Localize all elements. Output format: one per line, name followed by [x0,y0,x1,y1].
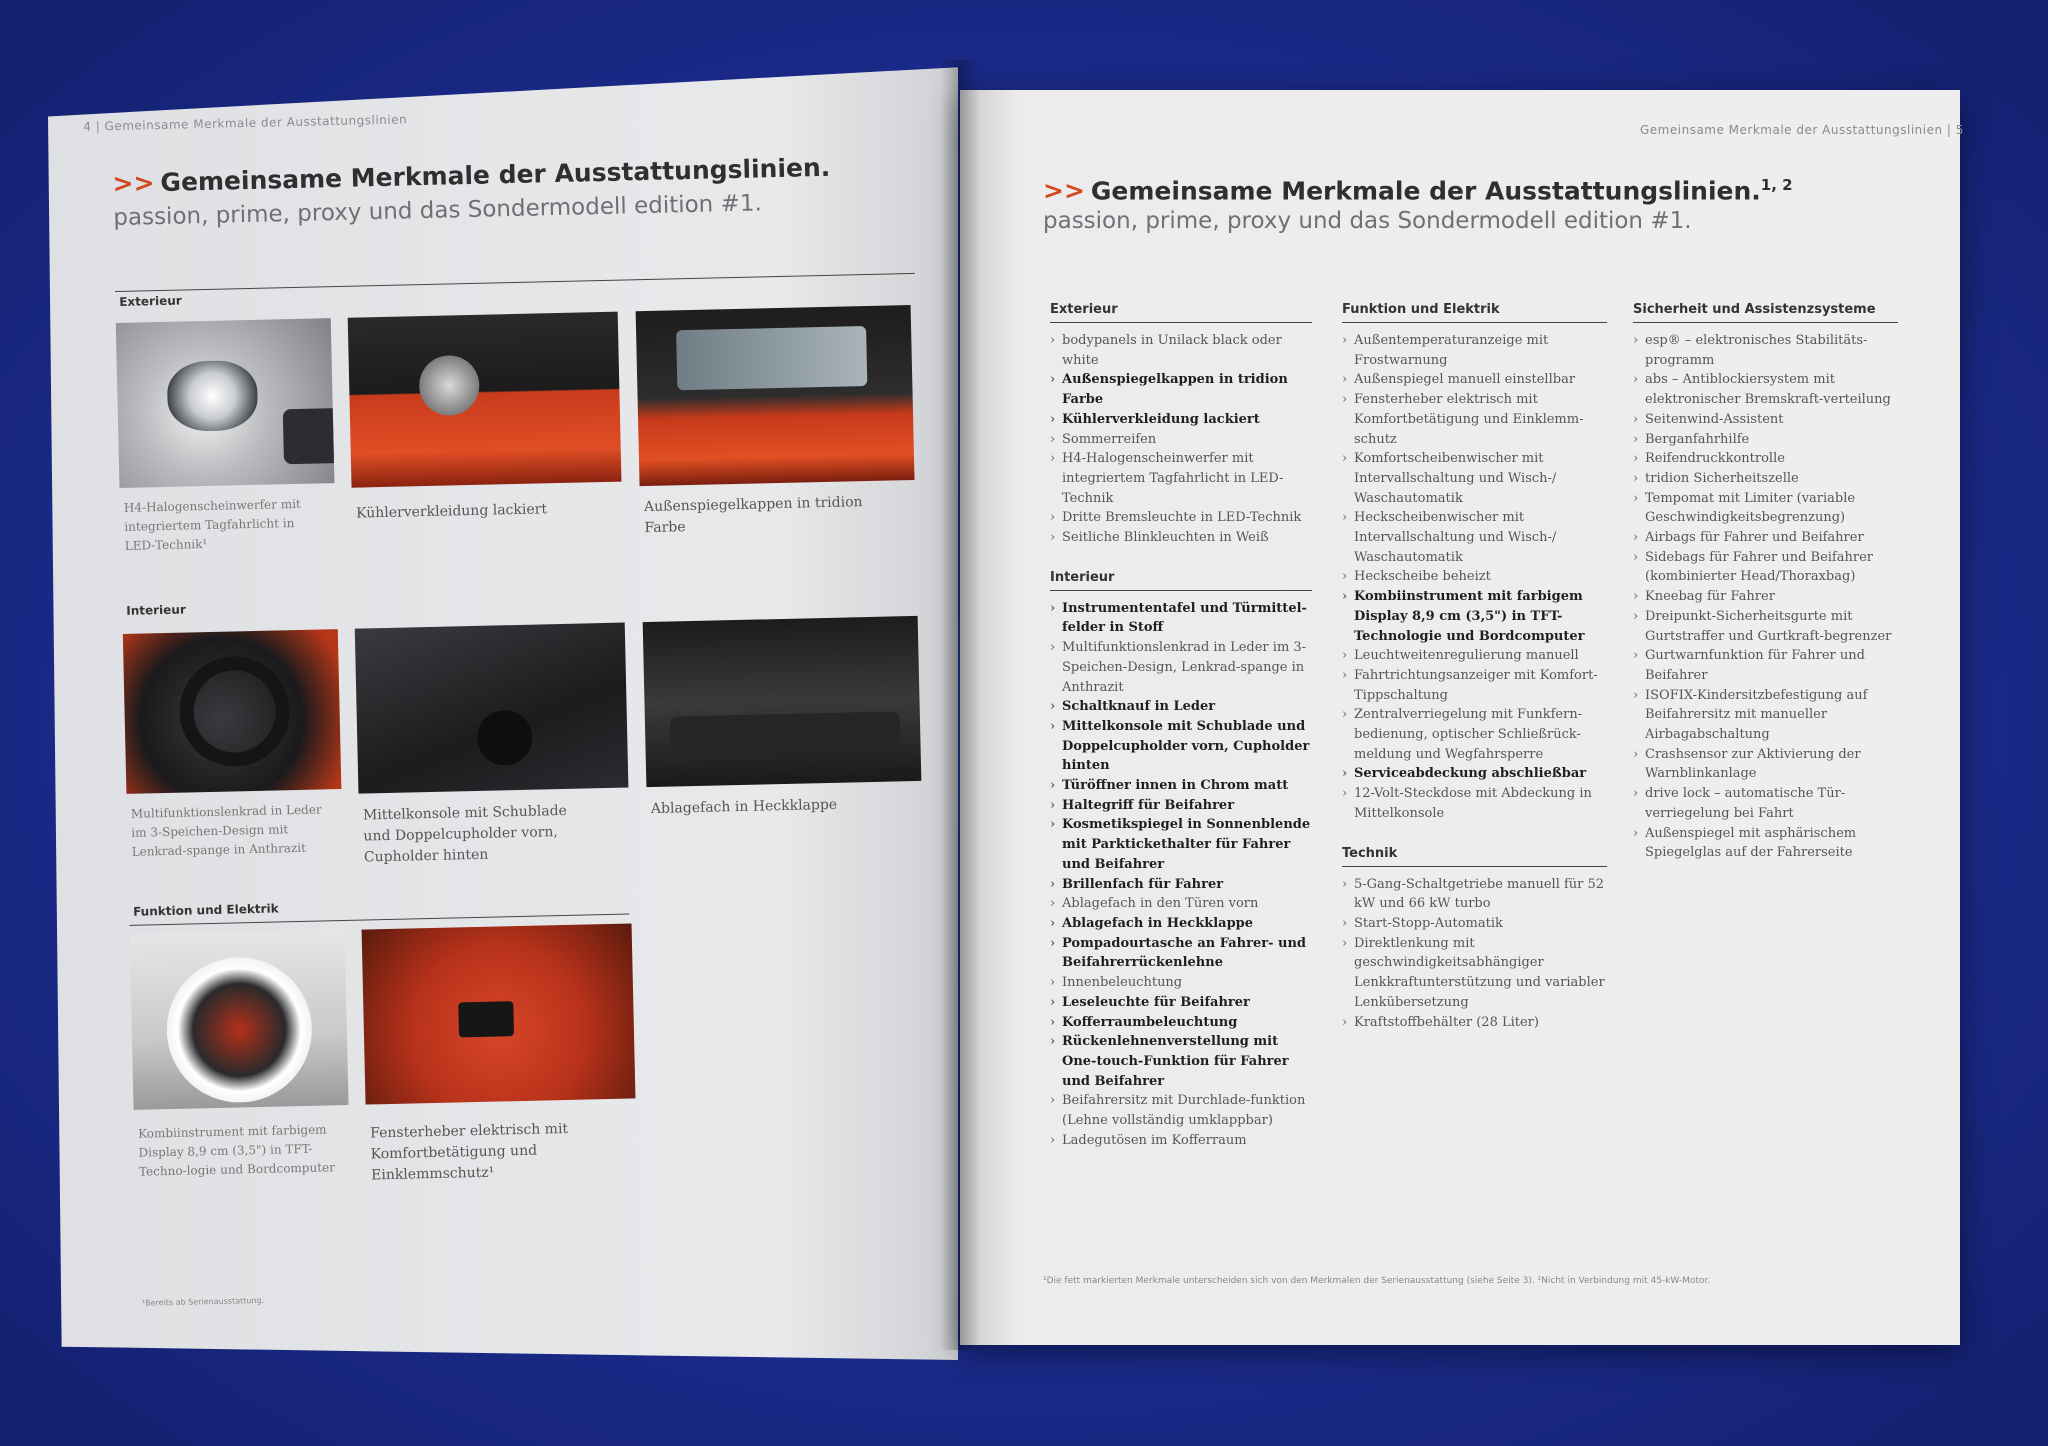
feature-item: › Pompadourtasche an Fahrer- und Beifahrerrückenlehne [1050,934,1312,973]
feature-item: › Sidebags für Fahrer und Beifahrer (kombinierter Head/Thoraxbag) [1633,548,1898,587]
title-arrow: >> [1043,176,1085,206]
feature-item: › Sommerreifen [1050,430,1312,450]
group-title: Funktion und Elektrik [1342,302,1607,323]
feature-item: › esp® – elektronisches Stabilitäts-programm [1633,331,1898,370]
photo-tailgate-storage [643,616,922,787]
caption-instrument-cluster: Kombiinstrument mit farbigem Display 8,9 cm (3,5") in TFT-Techno-logie und Bordcomputer [137,1122,336,1179]
feature-item: › Kofferraumbeleuchtung [1050,1013,1312,1033]
caption-grille: Kühlerverkleidung lackiert [355,501,548,522]
feature-item: › Komfortscheibenwischer mit Intervallschaltung und Wisch-/ Waschautomatik [1342,449,1607,508]
photo-center-console [355,623,629,794]
left-running-head: 4 | Gemeinsame Merkmale der Ausstattungslinien [83,112,408,134]
group-title: Technik [1342,846,1607,867]
feature-item: › Berganfahrhilfe [1633,430,1898,450]
feature-item: › H4-Halogenscheinwerfer mit integriertem Tagfahrlicht in LED-Technik [1050,449,1312,508]
feature-item: › Start-Stopp-Automatik [1342,914,1607,934]
section-label-funktion: Funktion und Elektrik [132,901,279,919]
smart-logo-shape [419,355,480,416]
feature-item: › 5-Gang-Schaltgetriebe manuell für 52 kW und 66 kW turbo [1342,875,1607,914]
caption-center-console: Mittelkonsole mit Schublade und Doppelcupholder vorn, Cupholder hinten [362,802,568,866]
grille-shape [283,408,335,464]
feature-item: › Ablagefach in Heckklappe [1050,914,1312,934]
feature-item: › Heckscheibe beheizt [1342,567,1607,587]
photo-mirror [636,305,915,486]
feature-item: › Seitenwind-Assistent [1633,410,1898,430]
title-arrow: >> [112,168,155,199]
feature-item: › Zentralverriegelung mit Funkfern-bedienung, optischer Schließrück-meldung und Wegfahrsperre [1342,705,1607,764]
feature-item: › Innenbeleuchtung [1050,973,1312,993]
feature-item: › Mittelkonsole mit Schublade und Doppelcupholder vorn, Cupholder hinten [1050,717,1312,776]
feature-item: › Brillenfach für Fahrer [1050,875,1312,895]
feature-item: › abs – Antiblockiersystem mit elektronischer Bremskraft-verteilung [1633,370,1898,409]
photo-headlight [116,318,335,488]
feature-item: › Fensterheber elektrisch mit Komfortbetätigung und Einklemm-schutz [1342,390,1607,449]
left-title-text: Gemeinsame Merkmale der Ausstattungslinien. [160,152,831,197]
feature-item: › Ladegutösen im Kofferraum [1050,1131,1312,1151]
feature-item: › Außenspiegel manuell einstellbar [1342,370,1607,390]
group-list [1342,331,1607,824]
feature-item: › Seitliche Blinkleuchten in Weiß [1050,528,1312,548]
feature-item: › Multifunktionslenkrad in Leder im 3-Speichen-Design, Lenkrad-spange in Anthrazit [1050,638,1312,697]
photo-grille [348,312,622,488]
feature-item: › tridion Sicherheitszelle [1633,469,1898,489]
feature-item: › Dreipunkt-Sicherheitsgurte mit Gurtstraffer und Gurtkraft-begrenzer [1633,607,1898,646]
photo-instrument-cluster [130,930,349,1110]
section-label-interieur: Interieur [126,602,186,618]
feature-item: › Fahrtrichtungsanzeiger mit Komfort-Tippschaltung [1342,666,1607,705]
section-label-exterieur: Exterieur [119,293,182,309]
feature-item: › Rückenlehnenverstellung mit One-touch-Funktion für Fahrer und Beifahrer [1050,1032,1312,1091]
feature-item: › Kombiinstrument mit farbigem Display 8,9 cm (3,5") in TFT-Technologie und Bordcomputer [1342,587,1607,646]
tailgate-shape [670,711,901,756]
feature-item: › Airbags für Fahrer und Beifahrer [1633,528,1898,548]
feature-item: › Beifahrersitz mit Durchlade-funktion (Lehne vollständig umklappbar) [1050,1091,1312,1130]
right-running-head: Gemeinsame Merkmale der Ausstattungslinien | 5 [1640,123,1964,137]
group-title: Interieur [1050,570,1312,591]
feature-item: › Kraftstoffbehälter (28 Liter) [1342,1013,1607,1033]
cupholder-shape [477,710,533,766]
feature-item: › Haltegriff für Beifahrer [1050,796,1312,816]
window-shape [676,326,867,390]
left-footnote: ¹Bereits ab Serienausstattung. [141,1295,265,1308]
feature-item: › Kosmetikspiegel in Sonnenblende mit Parktickethalter für Fahrer und Beifahrer [1050,815,1312,874]
feature-item: › Leseleuchte für Beifahrer [1050,993,1312,1013]
feature-item: › Reifendruckkontrolle [1633,449,1898,469]
right-footnote: ¹Die fett markierten Merkmale unterscheiden sich von den Merkmalen der Serienausstattung (siehe Seite 3). ²Nicht in Verbindung mit 45-kW-Motor. [1043,1276,1711,1286]
right-page-subtitle: passion, prime, proxy und das Sondermodell edition #1. [1043,208,1692,234]
caption-headlight: H4-Halogenscheinwerfer mit integriertem Tagfahrlicht in LED-Technik¹ [123,496,301,553]
photo-steering-wheel [123,629,342,794]
feature-item: › Schaltknauf in Leder [1050,697,1312,717]
feature-item: › Kühlerverkleidung lackiert [1050,410,1312,430]
feature-item: › Gurtwarnfunktion für Fahrer und Beifahrer [1633,646,1898,685]
caption-steering-wheel: Multifunktionslenkrad in Leder im 3-Speichen-Design mit Lenkrad-spange in Anthrazit [130,802,322,859]
feature-item: › ISOFIX-Kindersitzbefestigung auf Beifahrersitz mit manueller Airbagabschaltung [1633,686,1898,745]
feature-item: › Instrumententafel und Türmittel-felder in Stoff [1050,599,1312,638]
feature-item: › Leuchtweitenregulierung manuell [1342,646,1607,666]
column-2 [1342,302,1607,1054]
feature-item: › Kneebag für Fahrer [1633,587,1898,607]
feature-item: › Heckscheibenwischer mit Intervallschaltung und Wisch-/ Waschautomatik [1342,508,1607,567]
feature-item: › Ablagefach in den Türen vorn [1050,894,1312,914]
feature-item: › Außenspiegel mit asphärischem Spiegelglas auf der Fahrerseite [1633,824,1898,863]
photo-window-switch [362,923,636,1104]
section-rule [115,273,915,292]
feature-item: › 12-Volt-Steckdose mit Abdeckung in Mittelkonsole [1342,784,1607,823]
feature-item: › bodypanels in Unilack black oder white [1050,331,1312,370]
feature-item: › Dritte Bremsleuchte in LED-Technik [1050,508,1312,528]
headlight-shape [167,360,259,432]
feature-item: › Serviceabdeckung abschließbar [1342,764,1607,784]
group-title: Exterieur [1050,302,1312,323]
group-list [1050,331,1312,548]
gauge-shape [165,956,313,1104]
column-1 [1050,302,1312,1172]
group-list [1050,599,1312,1151]
steering-wheel-shape [178,655,290,767]
caption-window-switch: Fensterheber elektrisch mit Komfortbetätigung und Einklemmschutz¹ [370,1120,569,1184]
right-page-title [1043,176,1793,205]
feature-item: › drive lock – automatische Tür-verriegelung bei Fahrt [1633,784,1898,823]
column-3 [1633,302,1898,885]
feature-item: › Türöffner innen in Chrom matt [1050,776,1312,796]
caption-mirror: Außenspiegelkappen in tridion Farbe [643,494,863,537]
right-title-text: Gemeinsame Merkmale der Ausstattungslinien. [1090,176,1761,206]
left-page-content [70,50,978,1330]
group-title: Sicherheit und Assistenzsysteme [1633,302,1898,323]
feature-item: › Crashsensor zur Aktivierung der Warnblinkanlage [1633,745,1898,784]
feature-item: › Tempomat mit Limiter (variable Geschwindigkeitsbegrenzung) [1633,489,1898,528]
feature-item: › Direktlenkung mit geschwindigkeitsabhängiger Lenkkraftunterstützung und variabler Lenkübersetzung [1342,934,1607,1013]
left-page-subtitle: passion, prime, proxy und das Sondermodell edition #1. [113,190,763,232]
switch-shape [458,1001,514,1037]
group-list [1342,875,1607,1033]
feature-item: › Außenspiegelkappen in tridion Farbe [1050,370,1312,409]
title-footnote-ref: 1, 2 [1760,176,1793,194]
caption-tailgate-storage: Ablagefach in Heckklappe [650,796,838,818]
feature-item: › Außentemperaturanzeige mit Frostwarnung [1342,331,1607,370]
group-list [1633,331,1898,863]
